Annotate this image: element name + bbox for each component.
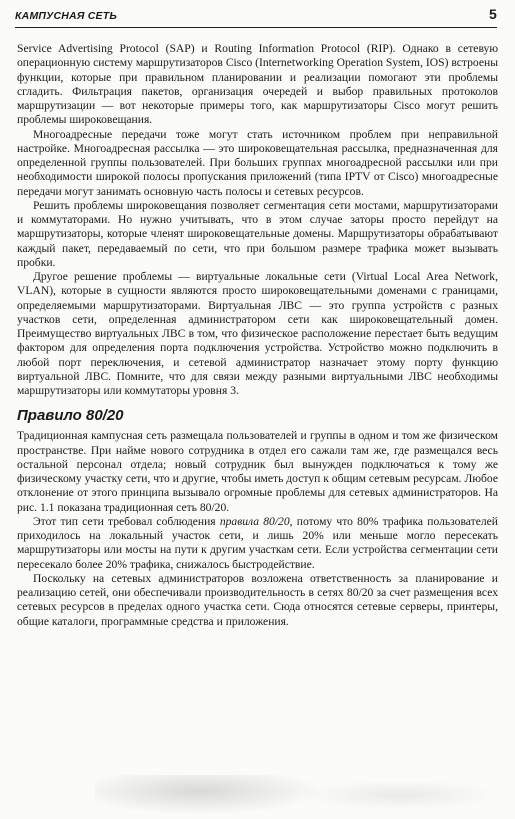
paragraph: Поскольку на сетевых администраторов возложена ответственность за планирование и реализацию сетей, они обеспечивали производительность в сетях 80/20 за счет размещения всех сетевых ресурсов в пределах одного участка сети. Сюда относятся сетевые серверы, принтеры, общие каталоги, программные средства и приложения. (17, 571, 498, 628)
section-heading: Правило 80/20 (17, 407, 124, 425)
text-run: Этот тип сети требовал соблюдения (33, 514, 220, 528)
paragraph: Service Advertising Protocol (SAP) и Routing Information Protocol (RIP). Однако в сетевую операционную систему маршрутизаторов Cisco (Internetworking Operation System, IOS) встроены функции, которые при правильном планировании и реализации помогают эти проблемы сгладить. Фильтрация пакетов, организация очередей и выбор правильных протоколов маршрутизации — вот некоторые примеры того, как маршрутизаторы Cisco могут решить проблемы широковещания. (17, 42, 498, 127)
paragraph: Решить проблемы широковещания позволяет сегментация сети мостами, маршрутизаторами и коммутаторами. Но нужно учитывать, что в этом случае заторы просто перейдут на маршрутизаторы, которые членят широковещательные домены. Маршрутизаторы обрабатывают каждый пакет, передаваемый по сети, что при большом размере трафика может вызывать пробки. (17, 198, 498, 269)
page-body (17, 42, 498, 629)
paragraph: Другое решение проблемы — виртуальные локальные сети (Virtual Local Area Network, VLAN), которые в сущности являются просто широковещательными доменами с границами, определяемыми маршрутизаторами. Виртуальная ЛВС — это группа устройств с разных участков сети, определенная администратором сети как широковещательный домен. Преимущество виртуальных ЛВС в том, что физическое расположение перестает быть ведущим фактором для определения порта подключения устройства. Устройство можно подключить в любой порт переключения, и сетевой администратор назначает этому порту функцию виртуальной ЛВС. Помните, что для связи между разными виртуальными ЛВС необходимы маршрутизаторы или коммутаторы уровня 3. (17, 270, 498, 397)
running-header (15, 7, 497, 28)
text-run: , потому что 80% трафика пользователей приходилось на локальный участок сети, и лишь 20% или меньше могло пересекать маршрутизаторы или мосты на пути к другим участкам сети. Если устройства сегментации сети пересекало более 20% трафика, снижалось быстродействие. (17, 514, 498, 571)
scan-smudge (300, 780, 500, 810)
chapter-title: КАМПУСНАЯ СЕТЬ (15, 10, 118, 22)
emphasis-text: правила 80/20 (219, 514, 290, 528)
page-number: 5 (489, 6, 497, 22)
paragraph (17, 515, 498, 572)
scan-smudge (95, 775, 325, 815)
paragraph: Многоадресные передачи тоже могут стать источником проблем при неправильной настройке. Многоадресная рассылка — это широковещательная рассылка, предназначенная для определенной группы пользователей. При больших группах многоадресной рассылки или при необходимости широкой полосы пропускания приложений (типа IPTV от Cisco) многоадресные передачи могут занимать основную часть полосы и сетевых ресурсов. (17, 127, 498, 198)
paragraph: Традиционная кампусная сеть размещала пользователей и группы в одном и том же физическом пространстве. При найме нового сотрудника в отдел его сажали там же, где размещался весь остальной персонал отдела; новый сотрудник был вынужден подключаться к тому же физическому участку сети, что и другие, чтобы иметь доступ к общим сетевым ресурсам. Любое отклонение от этого принципа вызывало огромные проблемы для сетевых администраторов. На рис. 1.1 показана традиционная сеть 80/20. (17, 429, 498, 514)
